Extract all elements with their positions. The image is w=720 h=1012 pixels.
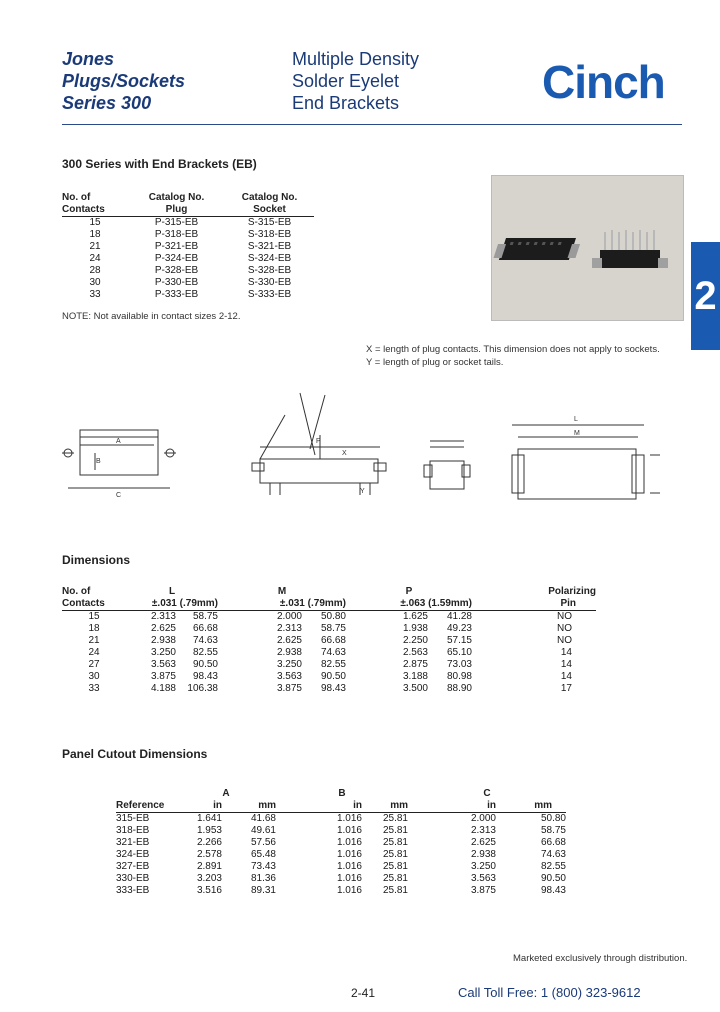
dim-header-m-tol: ±.031 (.79mm) (279, 598, 346, 609)
series-title (62, 48, 185, 114)
product-line-1: Multiple Density (292, 49, 420, 69)
label-l: L (574, 416, 578, 423)
connector-photo-icon (492, 176, 683, 320)
catalog-header-contacts: No. of (62, 192, 91, 203)
catalog-header-plug-2: Plug (165, 204, 188, 215)
catalog-header-socket: Catalog No. (241, 192, 298, 203)
panel-header-b-in: in (353, 800, 362, 811)
label-a: A (116, 438, 121, 445)
dim-header-p: P (405, 586, 413, 597)
dim-header-m: M (277, 586, 287, 597)
dim-header-contacts-2: Contacts (62, 598, 105, 609)
series-line-1: Jones (62, 49, 115, 69)
technical-drawings (60, 385, 690, 535)
header-rule (62, 124, 682, 125)
dim-header-p-tol: ±.063 (1.59mm) (400, 598, 472, 609)
end-view-drawing (424, 441, 470, 489)
product-line-2: Solder Eyelet (292, 71, 400, 91)
table-row: 27 3.563 90.50 3.250 82.55 2.875 73.03 14 (88, 659, 572, 670)
panel-header-a-mm: mm (258, 800, 276, 811)
catalog-header-contacts-2: Contacts (62, 204, 105, 215)
panel-table (116, 788, 566, 897)
marketed-note: Marketed exclusively through distribution. (513, 953, 688, 964)
table-row: 327-EB 2.891 73.43 1.016 25.81 3.250 82.55 (116, 861, 566, 872)
cinch-logo: Cinch (542, 56, 665, 108)
table-row: 318-EB 1.953 49.61 1.016 25.81 2.313 58.75 (116, 825, 566, 836)
product-line-3: End Brackets (292, 93, 400, 113)
table-row: 333-EB 3.516 89.31 1.016 25.81 3.875 98.43 (116, 885, 566, 896)
table-row: 33 4.188 106.38 3.875 98.43 3.500 88.90 17 (88, 683, 572, 694)
socket-top-drawing (512, 425, 660, 499)
catalog-table (62, 192, 314, 301)
catalog-title: 300 Series with End Brackets (EB) (62, 157, 257, 171)
panel-header-reference: Reference (116, 800, 165, 811)
table-row: 21 P-321-EB S-321-EB (89, 241, 292, 252)
table-row: 33 P-333-EB S-333-EB (89, 289, 292, 300)
page-number: 2-41 (351, 986, 376, 1000)
section-tab: 2 (691, 242, 720, 350)
toll-free-phone: Call Toll Free: 1 (800) 323-9612 (458, 985, 641, 1000)
table-row: 15 2.313 58.75 2.000 50.80 1.625 41.28 NO (88, 611, 572, 622)
xy-notes (366, 343, 660, 369)
panel-header-b-mm: mm (390, 800, 408, 811)
panel-header-b: B (338, 788, 346, 799)
table-row: 15 P-315-EB S-315-EB (89, 217, 292, 228)
dimensions-title: Dimensions (62, 553, 131, 567)
panel-header-c-in: in (487, 800, 496, 811)
table-row: 21 2.938 74.63 2.625 66.68 2.250 57.15 NO (88, 635, 572, 646)
label-p: P (316, 438, 321, 445)
panel-header-a: A (222, 788, 230, 799)
table-row: 30 P-330-EB S-330-EB (89, 277, 292, 288)
series-line-3: Series 300 (62, 93, 152, 113)
product-title (292, 48, 419, 114)
table-row: 315-EB 1.641 41.68 1.016 25.81 2.000 50.80 (116, 813, 566, 824)
table-row: 330-EB 3.203 81.36 1.016 25.81 3.563 90.50 (116, 873, 566, 884)
catalog-header-socket-2: Socket (253, 204, 286, 215)
label-m: M (574, 430, 580, 437)
y-note: Y = length of plug or socket tails. (366, 357, 504, 368)
dim-header-pol-2: Pin (560, 598, 576, 609)
panel-title: Panel Cutout Dimensions (62, 747, 208, 761)
dim-header-l-tol: ±.031 (.79mm) (151, 598, 218, 609)
label-y: Y (360, 488, 365, 495)
connector-photo (491, 175, 684, 321)
table-row: 28 P-328-EB S-328-EB (89, 265, 292, 276)
series-line-2: Plugs/Sockets (62, 71, 186, 91)
dim-header-pol: Polarizing (548, 586, 596, 597)
label-b: B (96, 458, 101, 465)
table-row: 324-EB 2.578 65.48 1.016 25.81 2.938 74.63 (116, 849, 566, 860)
catalog-note: NOTE: Not available in contact sizes 2-12. (62, 311, 241, 322)
table-row: 18 P-318-EB S-318-EB (89, 229, 292, 240)
table-row: 30 3.875 98.43 3.563 90.50 3.188 80.98 14 (88, 671, 572, 682)
table-row: 24 P-324-EB S-324-EB (89, 253, 292, 264)
dim-header-contacts: No. of (62, 586, 91, 597)
dim-header-l: L (168, 586, 176, 597)
catalog-header-plug: Catalog No. (148, 192, 205, 203)
label-c: C (116, 492, 122, 499)
label-x: X (342, 450, 347, 457)
dimensions-table (62, 586, 596, 695)
table-row: 24 3.250 82.55 2.938 74.63 2.563 65.10 14 (88, 647, 572, 658)
panel-header-c-mm: mm (534, 800, 552, 811)
table-row: 321-EB 2.266 57.56 1.016 25.81 2.625 66.68 (116, 837, 566, 848)
table-row: 18 2.625 66.68 2.313 58.75 1.938 49.23 NO (88, 623, 572, 634)
panel-header-a-in: in (213, 800, 222, 811)
x-note: X = length of plug contacts. This dimension does not apply to sockets. (366, 344, 660, 355)
panel-header-c: C (483, 788, 491, 799)
